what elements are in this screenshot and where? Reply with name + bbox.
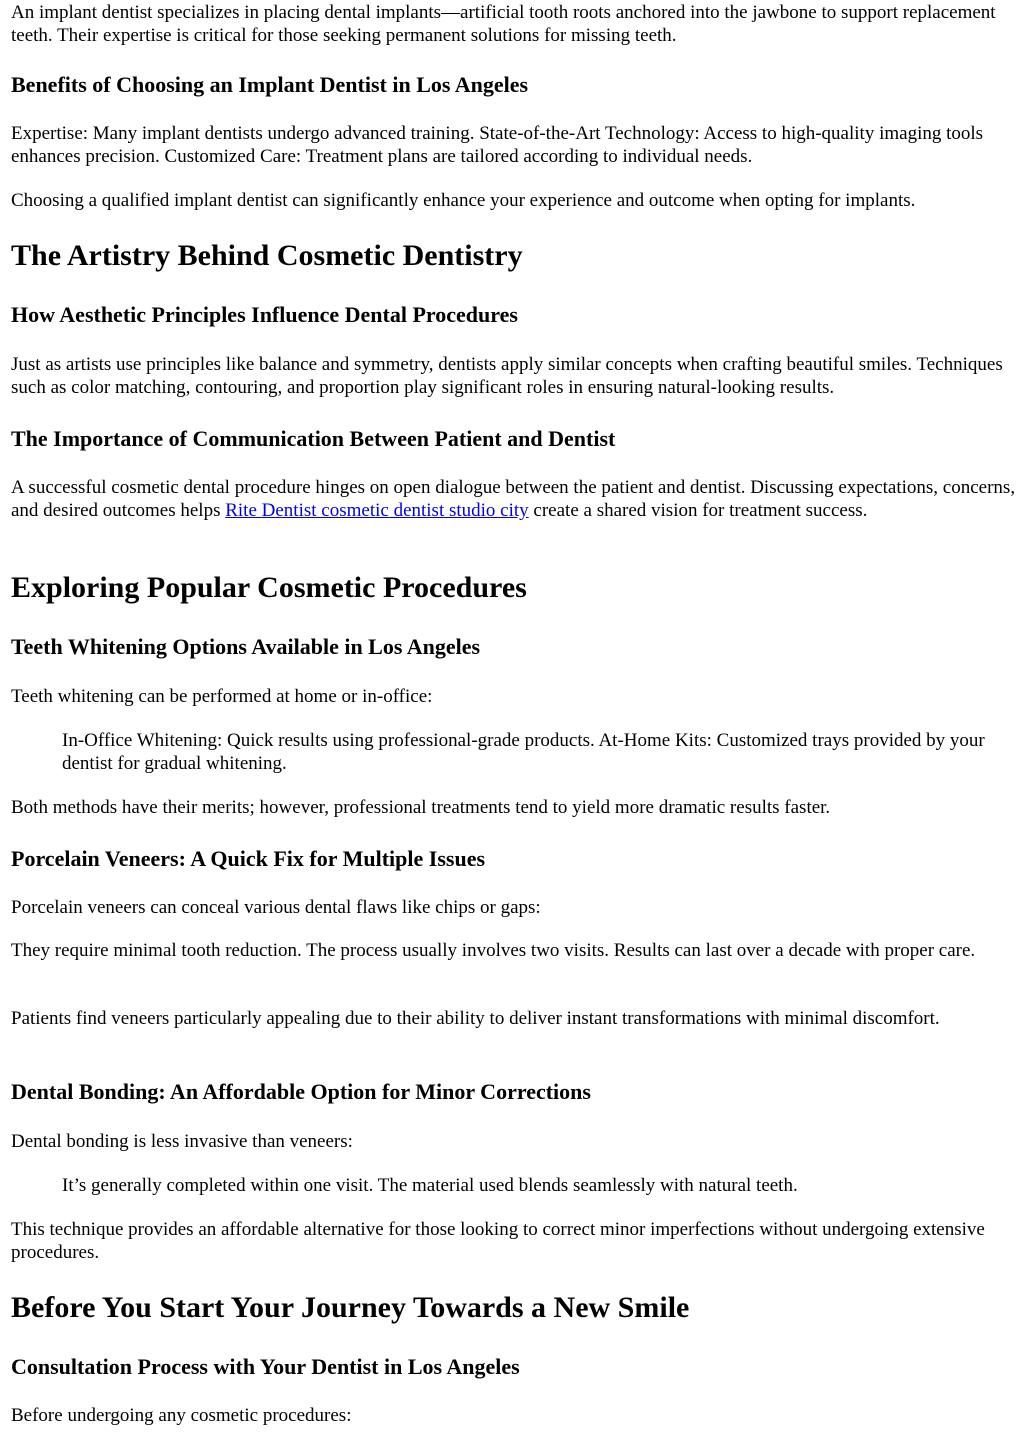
journey-heading: Before You Start Your Journey Towards a New Smile: [11, 1291, 690, 1324]
veneers-heading: Porcelain Veneers: A Quick Fix for Multiple Issues: [11, 846, 486, 871]
artistry-heading: The Artistry Behind Cosmetic Dentistry: [11, 239, 523, 272]
aesthetic-paragraph: Just as artists use principles like balance and symmetry, dentists apply similar concepts when crafting beautiful smiles. Techniques such as color matching, contouring, and proportion play significant roles in ensuring natural-looking results.: [11, 354, 1003, 398]
communication-heading: The Importance of Communication Between Patient and Dentist: [11, 426, 616, 451]
veneers-intro-paragraph: Porcelain veneers can conceal various dental flaws like chips or gaps:: [11, 897, 541, 918]
benefits-summary-paragraph: Choosing a qualified implant dentist can significantly enhance your experience and outcome when opting for implants.: [11, 190, 916, 211]
whitening-summary-paragraph: Both methods have their merits; however, professional treatments tend to yield more dramatic results faster.: [11, 797, 831, 818]
whitening-heading: Teeth Whitening Options Available in Los Angeles: [11, 634, 481, 659]
communication-text-before: A successful cosmetic dental procedure hinges on open dialogue between the patient and dentist. Discussing expectations, concerns, and desired outcomes helps: [11, 477, 1016, 521]
whitening-paragraph: Teeth whitening can be performed at home or in-office:: [11, 686, 433, 707]
veneers-summary-paragraph: Patients find veneers particularly appealing due to their ability to deliver instant transformations with minimal discomfort.: [11, 1008, 940, 1029]
communication-text-after: create a shared vision for treatment success.: [528, 500, 868, 521]
bonding-heading: Dental Bonding: An Affordable Option for Minor Corrections: [11, 1079, 591, 1104]
veneers-details-paragraph: They require minimal tooth reduction. The process usually involves two visits. Results can last over a decade with proper care.: [11, 940, 976, 961]
consultation-paragraph: Before undergoing any cosmetic procedures:: [11, 1405, 352, 1426]
intro-paragraph: An implant dentist specializes in placing dental implants—artificial tooth roots anchored into the jawbone to support replacement teeth. Their expertise is critical for those seeking permanent solutions for missing teeth.: [11, 2, 996, 46]
bonding-intro-paragraph: Dental bonding is less invasive than veneers:: [11, 1131, 353, 1152]
bonding-quote: It’s generally completed within one visit. The material used blends seamlessly with natural teeth.: [62, 1175, 798, 1196]
communication-paragraph: [11, 476, 1016, 522]
popular-procedures-heading: Exploring Popular Cosmetic Procedures: [11, 571, 527, 604]
aesthetic-heading: How Aesthetic Principles Influence Dental Procedures: [11, 302, 518, 327]
whitening-quote: In-Office Whitening: Quick results using professional-grade products. At-Home Kits: Customized trays provided by your dentist for gradual whitening.: [62, 730, 985, 774]
consultation-heading: Consultation Process with Your Dentist in Los Angeles: [11, 1354, 520, 1379]
bonding-summary-paragraph: This technique provides an affordable alternative for those looking to correct minor imperfections without undergoing extensive procedures.: [11, 1219, 985, 1263]
benefits-paragraph: Expertise: Many implant dentists undergo advanced training. State-of-the-Art Technology: Access to high-quality imaging tools enhances precision. Customized Care: Treatment plans are tailored according to individual needs.: [11, 123, 984, 167]
studio-city-dentist-link[interactable]: Rite Dentist cosmetic dentist studio city: [225, 500, 529, 521]
benefits-heading: Benefits of Choosing an Implant Dentist in Los Angeles: [11, 72, 529, 97]
